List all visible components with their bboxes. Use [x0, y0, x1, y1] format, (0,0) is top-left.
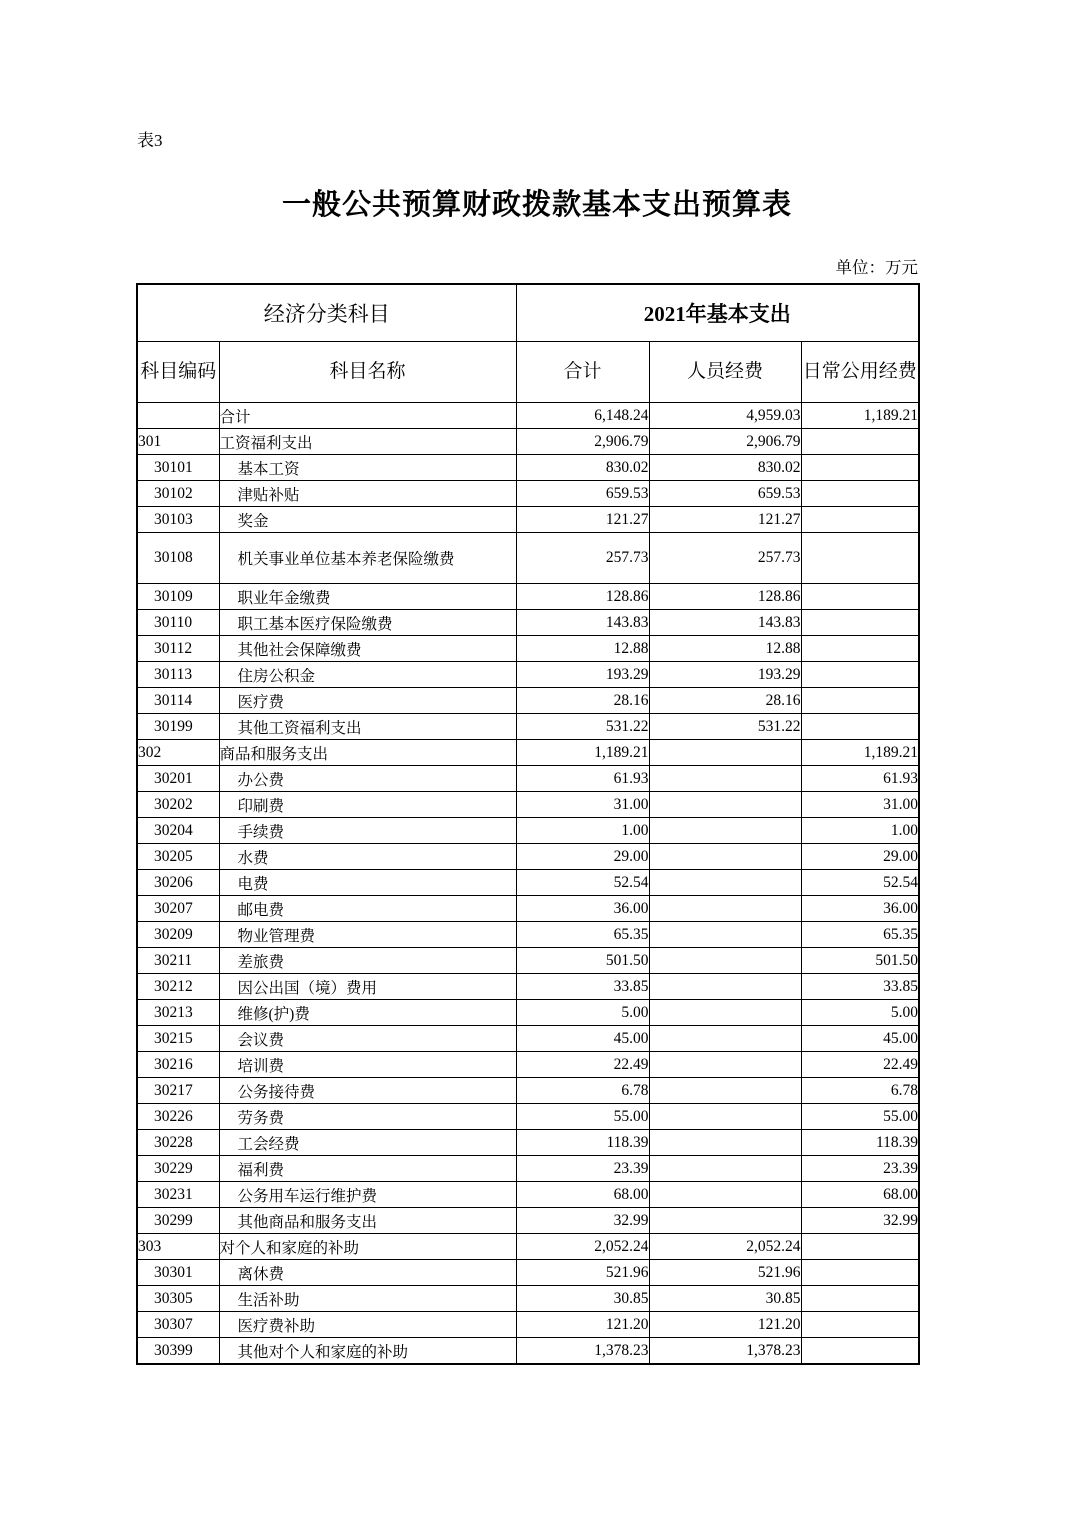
cell-code: 30108 — [137, 533, 219, 584]
cell-code: 30103 — [137, 507, 219, 533]
cell-daily: 32.99 — [801, 1208, 919, 1234]
cell-code: 30216 — [137, 1052, 219, 1078]
cell-total: 5.00 — [516, 1000, 649, 1026]
cell-name: 机关事业单位基本养老保险缴费 — [219, 533, 516, 584]
cell-name: 手续费 — [219, 818, 516, 844]
cell-total: 128.86 — [516, 584, 649, 610]
cell-name: 电费 — [219, 870, 516, 896]
cell-personnel: 2,906.79 — [649, 429, 801, 455]
table-header-group-row — [137, 284, 919, 342]
table-row — [137, 844, 919, 870]
cell-daily: 31.00 — [801, 792, 919, 818]
cell-code: 30112 — [137, 636, 219, 662]
cell-total: 28.16 — [516, 688, 649, 714]
cell-daily: 501.50 — [801, 948, 919, 974]
table-row — [137, 662, 919, 688]
cell-daily: 1,189.21 — [801, 403, 919, 429]
cell-name: 物业管理费 — [219, 922, 516, 948]
cell-personnel: 143.83 — [649, 610, 801, 636]
header-col-name: 科目名称 — [219, 342, 516, 403]
cell-code: 30199 — [137, 714, 219, 740]
table-header-column-row — [137, 342, 919, 403]
cell-name: 印刷费 — [219, 792, 516, 818]
cell-personnel: 121.20 — [649, 1312, 801, 1338]
cell-code: 30301 — [137, 1260, 219, 1286]
cell-total: 36.00 — [516, 896, 649, 922]
cell-total: 68.00 — [516, 1182, 649, 1208]
page-title: 一般公共预算财政拨款基本支出预算表 — [281, 189, 792, 221]
cell-total: 22.49 — [516, 1052, 649, 1078]
table-row — [137, 1104, 919, 1130]
cell-total: 29.00 — [516, 844, 649, 870]
cell-personnel — [649, 1208, 801, 1234]
sheet-label: 表3 — [137, 131, 163, 150]
table-row — [137, 948, 919, 974]
cell-personnel: 128.86 — [649, 584, 801, 610]
table-row — [137, 533, 919, 584]
cell-name: 基本工资 — [219, 455, 516, 481]
cell-daily — [801, 455, 919, 481]
cell-name: 其他社会保障缴费 — [219, 636, 516, 662]
table-row — [137, 1208, 919, 1234]
cell-personnel: 193.29 — [649, 662, 801, 688]
cell-name: 维修(护)费 — [219, 1000, 516, 1026]
cell-personnel — [649, 844, 801, 870]
table-row — [137, 1234, 919, 1260]
header-col-code: 科目编码 — [137, 342, 219, 403]
cell-code: 30201 — [137, 766, 219, 792]
cell-code: 30217 — [137, 1078, 219, 1104]
cell-total: 12.88 — [516, 636, 649, 662]
cell-daily — [801, 533, 919, 584]
table-row — [137, 1286, 919, 1312]
cell-daily — [801, 662, 919, 688]
cell-code: 30231 — [137, 1182, 219, 1208]
cell-name: 邮电费 — [219, 896, 516, 922]
cell-daily: 33.85 — [801, 974, 919, 1000]
cell-personnel: 12.88 — [649, 636, 801, 662]
cell-total: 6,148.24 — [516, 403, 649, 429]
cell-daily: 68.00 — [801, 1182, 919, 1208]
cell-daily: 65.35 — [801, 922, 919, 948]
cell-personnel: 659.53 — [649, 481, 801, 507]
cell-daily — [801, 429, 919, 455]
table-row — [137, 507, 919, 533]
cell-daily — [801, 584, 919, 610]
cell-total: 501.50 — [516, 948, 649, 974]
cell-personnel: 1,378.23 — [649, 1338, 801, 1365]
cell-total: 659.53 — [516, 481, 649, 507]
cell-total: 33.85 — [516, 974, 649, 1000]
cell-name: 因公出国（境）费用 — [219, 974, 516, 1000]
cell-total: 118.39 — [516, 1130, 649, 1156]
cell-daily: 1,189.21 — [801, 740, 919, 766]
table-row — [137, 1026, 919, 1052]
cell-code: 30114 — [137, 688, 219, 714]
cell-name: 办公费 — [219, 766, 516, 792]
cell-name: 公务接待费 — [219, 1078, 516, 1104]
cell-code: 30213 — [137, 1000, 219, 1026]
cell-daily — [801, 1260, 919, 1286]
cell-personnel — [649, 974, 801, 1000]
cell-name: 其他对个人和家庭的补助 — [219, 1338, 516, 1365]
cell-code: 30215 — [137, 1026, 219, 1052]
cell-code: 30204 — [137, 818, 219, 844]
cell-personnel — [649, 1156, 801, 1182]
cell-personnel: 257.73 — [649, 533, 801, 584]
cell-personnel: 521.96 — [649, 1260, 801, 1286]
cell-personnel — [649, 792, 801, 818]
cell-personnel: 4,959.03 — [649, 403, 801, 429]
table-row — [137, 870, 919, 896]
cell-daily — [801, 1234, 919, 1260]
table-row — [137, 1130, 919, 1156]
cell-total: 2,052.24 — [516, 1234, 649, 1260]
cell-personnel: 531.22 — [649, 714, 801, 740]
cell-code: 30110 — [137, 610, 219, 636]
cell-name: 其他工资福利支出 — [219, 714, 516, 740]
cell-personnel — [649, 818, 801, 844]
cell-total: 45.00 — [516, 1026, 649, 1052]
cell-personnel — [649, 1052, 801, 1078]
cell-total: 30.85 — [516, 1286, 649, 1312]
cell-name: 职工基本医疗保险缴费 — [219, 610, 516, 636]
cell-daily: 52.54 — [801, 870, 919, 896]
cell-total: 2,906.79 — [516, 429, 649, 455]
cell-daily: 118.39 — [801, 1130, 919, 1156]
cell-name: 医疗费 — [219, 688, 516, 714]
cell-personnel: 830.02 — [649, 455, 801, 481]
table-row — [137, 714, 919, 740]
table-row — [137, 922, 919, 948]
table-row — [137, 481, 919, 507]
cell-personnel: 121.27 — [649, 507, 801, 533]
cell-code: 302 — [137, 740, 219, 766]
cell-name: 离休费 — [219, 1260, 516, 1286]
cell-name: 合计 — [219, 403, 516, 429]
cell-total: 121.27 — [516, 507, 649, 533]
table-row — [137, 766, 919, 792]
cell-daily — [801, 1286, 919, 1312]
cell-name: 福利费 — [219, 1156, 516, 1182]
cell-name: 培训费 — [219, 1052, 516, 1078]
cell-total: 61.93 — [516, 766, 649, 792]
cell-name: 津贴补贴 — [219, 481, 516, 507]
cell-daily: 5.00 — [801, 1000, 919, 1026]
cell-total: 52.54 — [516, 870, 649, 896]
cell-daily — [801, 1338, 919, 1365]
cell-daily — [801, 714, 919, 740]
cell-name: 医疗费补助 — [219, 1312, 516, 1338]
cell-code: 30305 — [137, 1286, 219, 1312]
cell-code: 30212 — [137, 974, 219, 1000]
budget-table — [136, 283, 920, 1365]
table-row — [137, 1312, 919, 1338]
cell-personnel — [649, 922, 801, 948]
cell-daily — [801, 1312, 919, 1338]
cell-daily: 1.00 — [801, 818, 919, 844]
table-row — [137, 455, 919, 481]
cell-name: 劳务费 — [219, 1104, 516, 1130]
table-row — [137, 792, 919, 818]
table-row — [137, 584, 919, 610]
cell-code: 30229 — [137, 1156, 219, 1182]
cell-total: 1.00 — [516, 818, 649, 844]
cell-personnel — [649, 1130, 801, 1156]
table-header — [137, 284, 919, 403]
cell-total: 1,189.21 — [516, 740, 649, 766]
cell-personnel: 30.85 — [649, 1286, 801, 1312]
cell-total: 23.39 — [516, 1156, 649, 1182]
cell-daily: 45.00 — [801, 1026, 919, 1052]
cell-name: 住房公积金 — [219, 662, 516, 688]
cell-daily — [801, 610, 919, 636]
table-row — [137, 1078, 919, 1104]
cell-total: 521.96 — [516, 1260, 649, 1286]
table-body — [137, 403, 919, 1365]
table-row — [137, 636, 919, 662]
cell-code: 30207 — [137, 896, 219, 922]
cell-code: 30299 — [137, 1208, 219, 1234]
table-row — [137, 740, 919, 766]
header-basic-expenditure-2021: 2021年基本支出 — [516, 284, 919, 342]
cell-daily: 55.00 — [801, 1104, 919, 1130]
cell-code: 30102 — [137, 481, 219, 507]
cell-personnel — [649, 1026, 801, 1052]
cell-code — [137, 403, 219, 429]
unit-note: 单位：万元 — [835, 258, 918, 277]
cell-total: 65.35 — [516, 922, 649, 948]
cell-code: 30109 — [137, 584, 219, 610]
cell-code: 30228 — [137, 1130, 219, 1156]
cell-personnel: 28.16 — [649, 688, 801, 714]
cell-personnel — [649, 896, 801, 922]
header-economic-category: 经济分类科目 — [137, 284, 516, 342]
cell-code: 30202 — [137, 792, 219, 818]
cell-daily: 36.00 — [801, 896, 919, 922]
cell-total: 830.02 — [516, 455, 649, 481]
header-col-personnel: 人员经费 — [649, 342, 801, 403]
cell-daily: 22.49 — [801, 1052, 919, 1078]
cell-code: 30205 — [137, 844, 219, 870]
table-row — [137, 1338, 919, 1365]
cell-personnel — [649, 870, 801, 896]
cell-daily — [801, 507, 919, 533]
table-row — [137, 610, 919, 636]
table-row — [137, 896, 919, 922]
cell-name: 水费 — [219, 844, 516, 870]
cell-code: 301 — [137, 429, 219, 455]
cell-personnel — [649, 740, 801, 766]
cell-total: 193.29 — [516, 662, 649, 688]
cell-total: 257.73 — [516, 533, 649, 584]
cell-name: 其他商品和服务支出 — [219, 1208, 516, 1234]
cell-total: 55.00 — [516, 1104, 649, 1130]
table-row — [137, 1260, 919, 1286]
cell-name: 生活补助 — [219, 1286, 516, 1312]
cell-name: 商品和服务支出 — [219, 740, 516, 766]
cell-personnel — [649, 1078, 801, 1104]
cell-daily: 23.39 — [801, 1156, 919, 1182]
table-row — [137, 1000, 919, 1026]
cell-code: 30206 — [137, 870, 219, 896]
cell-total: 6.78 — [516, 1078, 649, 1104]
table-row — [137, 429, 919, 455]
cell-total: 143.83 — [516, 610, 649, 636]
cell-total: 1,378.23 — [516, 1338, 649, 1365]
cell-code: 30209 — [137, 922, 219, 948]
cell-name: 公务用车运行维护费 — [219, 1182, 516, 1208]
cell-name: 职业年金缴费 — [219, 584, 516, 610]
cell-daily: 61.93 — [801, 766, 919, 792]
cell-daily — [801, 481, 919, 507]
cell-code: 30307 — [137, 1312, 219, 1338]
table-row — [137, 818, 919, 844]
cell-daily: 6.78 — [801, 1078, 919, 1104]
cell-daily — [801, 636, 919, 662]
cell-name: 对个人和家庭的补助 — [219, 1234, 516, 1260]
header-col-daily: 日常公用经费 — [801, 342, 919, 403]
cell-personnel — [649, 948, 801, 974]
table-row — [137, 1156, 919, 1182]
cell-name: 会议费 — [219, 1026, 516, 1052]
cell-daily: 29.00 — [801, 844, 919, 870]
table-row — [137, 403, 919, 429]
table-row — [137, 1182, 919, 1208]
cell-code: 30399 — [137, 1338, 219, 1365]
header-col-total: 合计 — [516, 342, 649, 403]
cell-name: 奖金 — [219, 507, 516, 533]
cell-personnel — [649, 1104, 801, 1130]
cell-name: 差旅费 — [219, 948, 516, 974]
cell-daily — [801, 688, 919, 714]
cell-code: 30101 — [137, 455, 219, 481]
cell-code: 30113 — [137, 662, 219, 688]
table-row — [137, 974, 919, 1000]
table-row — [137, 688, 919, 714]
cell-total: 531.22 — [516, 714, 649, 740]
cell-name: 工会经费 — [219, 1130, 516, 1156]
cell-name: 工资福利支出 — [219, 429, 516, 455]
cell-total: 31.00 — [516, 792, 649, 818]
cell-personnel — [649, 1000, 801, 1026]
cell-code: 30226 — [137, 1104, 219, 1130]
cell-personnel — [649, 766, 801, 792]
cell-code: 30211 — [137, 948, 219, 974]
cell-code: 303 — [137, 1234, 219, 1260]
cell-total: 121.20 — [516, 1312, 649, 1338]
cell-personnel — [649, 1182, 801, 1208]
table-row — [137, 1052, 919, 1078]
cell-personnel: 2,052.24 — [649, 1234, 801, 1260]
cell-total: 32.99 — [516, 1208, 649, 1234]
